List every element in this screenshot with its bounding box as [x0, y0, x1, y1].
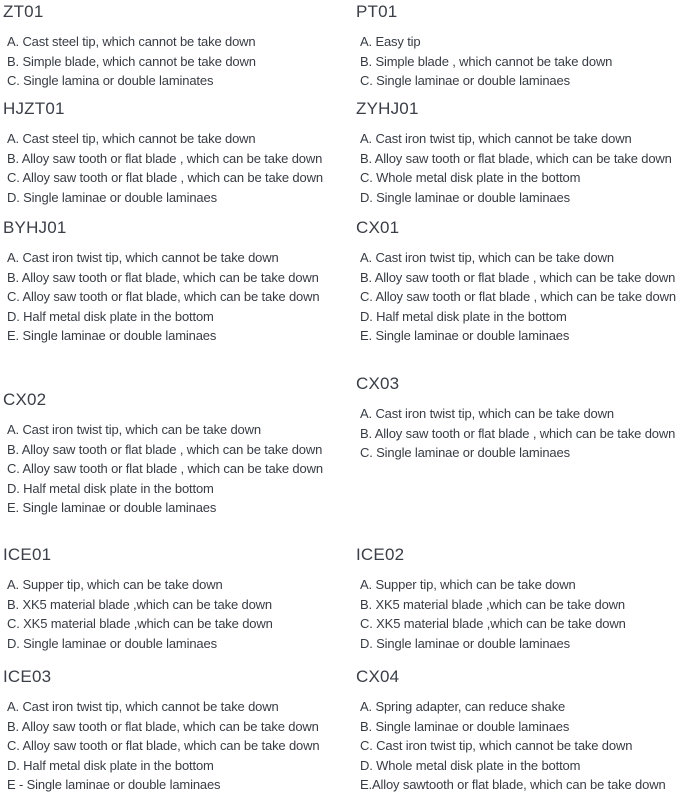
model-section-CX03 — [356, 374, 675, 463]
model-section-PT01 — [356, 2, 612, 91]
feature-item: A. Cast iron twist tip, which can be take down — [7, 422, 261, 437]
feature-item: E. Single laminae or double laminaes — [7, 500, 217, 516]
feature-list — [356, 129, 672, 207]
model-code-heading: ICE03 — [3, 667, 52, 686]
feature-item: A. Cast steel tip, which cannot be take down — [7, 131, 256, 146]
feature-list — [356, 575, 626, 653]
feature-list — [3, 248, 319, 346]
feature-item: C. Alloy saw tooth or flat blade , which can be take down — [7, 461, 323, 477]
model-section-HJZT01 — [3, 99, 323, 207]
model-code-heading: BYHJ01 — [3, 218, 67, 237]
feature-item: B. Alloy saw tooth or flat blade , which can be take down — [360, 269, 676, 285]
feature-list — [3, 32, 256, 91]
feature-item: C. Cast iron twist tip, which cannot be take down — [360, 738, 633, 754]
model-section-ZYHJ01 — [356, 99, 672, 207]
feature-item: C. Whole metal disk plate in the bottom — [360, 170, 581, 186]
model-code-heading: CX01 — [356, 218, 400, 237]
model-code-heading: ZYHJ01 — [356, 99, 419, 118]
model-section-CX02 — [3, 390, 323, 518]
feature-item: C. Alloy saw tooth or flat blade, which can be take down — [7, 738, 320, 754]
model-code-heading: CX03 — [356, 374, 400, 393]
model-section-CX04 — [356, 667, 666, 795]
feature-item: D. Whole metal disk plate in the bottom — [360, 757, 581, 773]
feature-item: D. Half metal disk plate in the bottom — [7, 757, 214, 773]
feature-item: C. Single laminae or double laminaes — [360, 445, 570, 461]
feature-item: C. XK5 material blade ,which can be take down — [7, 616, 273, 632]
feature-item: A. Cast steel tip, which cannot be take down — [7, 34, 256, 49]
feature-item: B. Alloy saw tooth or flat blade, which can be take down — [7, 718, 319, 734]
model-code-heading: ZT01 — [3, 2, 44, 21]
feature-item: C. XK5 material blade ,which can be take down — [360, 616, 626, 632]
feature-item: E - Single laminae or double laminaes — [7, 777, 221, 793]
model-section-ICE01 — [3, 545, 273, 653]
feature-item: A. Cast iron twist tip, which cannot be take down — [7, 699, 279, 714]
feature-item: B. XK5 material blade ,which can be take down — [360, 596, 625, 612]
feature-item: D. Single laminae or double laminaes — [360, 189, 570, 205]
feature-item: A. Supper tip, which can be take down — [360, 577, 576, 592]
feature-item: C. Alloy saw tooth or flat blade, which can be take down — [7, 289, 320, 305]
feature-item: C. Alloy saw tooth or flat blade , which can be take down — [7, 170, 323, 186]
model-code-heading: PT01 — [356, 2, 398, 21]
feature-item: E. Single laminae or double laminaes — [7, 328, 217, 344]
feature-item: D. Half metal disk plate in the bottom — [7, 480, 214, 496]
feature-item: C. Alloy saw tooth or flat blade , which can be take down — [360, 289, 676, 305]
model-section-CX01 — [356, 218, 676, 346]
feature-item: B. XK5 material blade ,which can be take down — [7, 596, 272, 612]
feature-item: A. Spring adapter, can reduce shake — [360, 699, 566, 714]
model-section-ICE02 — [356, 545, 626, 653]
feature-item: A. Easy tip — [360, 34, 421, 49]
feature-item: A. Cast iron twist tip, which cannot be take down — [360, 131, 632, 146]
model-code-heading: HJZT01 — [3, 99, 65, 118]
feature-item: E. Single laminae or double laminaes — [360, 328, 570, 344]
feature-list — [3, 129, 323, 207]
feature-item: A. Cast iron twist tip, which cannot be take down — [7, 250, 279, 265]
feature-item: D. Single laminae or double laminaes — [7, 635, 217, 651]
feature-item: D. Half metal disk plate in the bottom — [360, 308, 567, 324]
feature-list — [356, 697, 666, 795]
feature-item: B. Alloy saw tooth or flat blade , which can be take down — [7, 150, 323, 166]
model-code-heading: ICE01 — [3, 545, 52, 564]
feature-item: B. Simple blade , which cannot be take down — [360, 53, 613, 69]
feature-item: B. Alloy saw tooth or flat blade , which can be take down — [7, 441, 323, 457]
feature-item: C. Single laminae or double laminaes — [360, 73, 570, 89]
feature-item: D. Single laminae or double laminaes — [360, 635, 570, 651]
feature-list — [356, 32, 612, 91]
model-section-ZT01 — [3, 2, 256, 91]
feature-list — [356, 404, 675, 463]
feature-list — [3, 420, 323, 518]
feature-list — [3, 575, 273, 653]
feature-item: A. Cast iron twist tip, which can be take down — [360, 250, 614, 265]
model-code-heading: ICE02 — [356, 545, 405, 564]
feature-item: D. Single laminae or double laminaes — [7, 189, 217, 205]
feature-item: B. Simple blade, which cannot be take down — [7, 53, 256, 69]
model-code-heading: CX02 — [3, 390, 47, 409]
feature-item: B. Alloy saw tooth or flat blade, which can be take down — [360, 150, 672, 166]
feature-item: A. Cast iron twist tip, which can be take down — [360, 406, 614, 421]
feature-list — [356, 248, 676, 346]
feature-item: E.Alloy sawtooth or flat blade, which can be take down — [360, 777, 666, 793]
feature-item: A. Supper tip, which can be take down — [7, 577, 223, 592]
model-section-ICE03 — [3, 667, 319, 795]
feature-item: B. Alloy saw tooth or flat blade, which can be take down — [7, 269, 319, 285]
feature-item: B. Single laminae or double laminaes — [360, 718, 570, 734]
model-code-heading: CX04 — [356, 667, 400, 686]
feature-item: D. Half metal disk plate in the bottom — [7, 308, 214, 324]
model-section-BYHJ01 — [3, 218, 319, 346]
feature-item: B. Alloy saw tooth or flat blade , which can be take down — [360, 425, 676, 441]
feature-item: C. Single lamina or double laminates — [7, 73, 214, 89]
feature-list — [3, 697, 319, 795]
